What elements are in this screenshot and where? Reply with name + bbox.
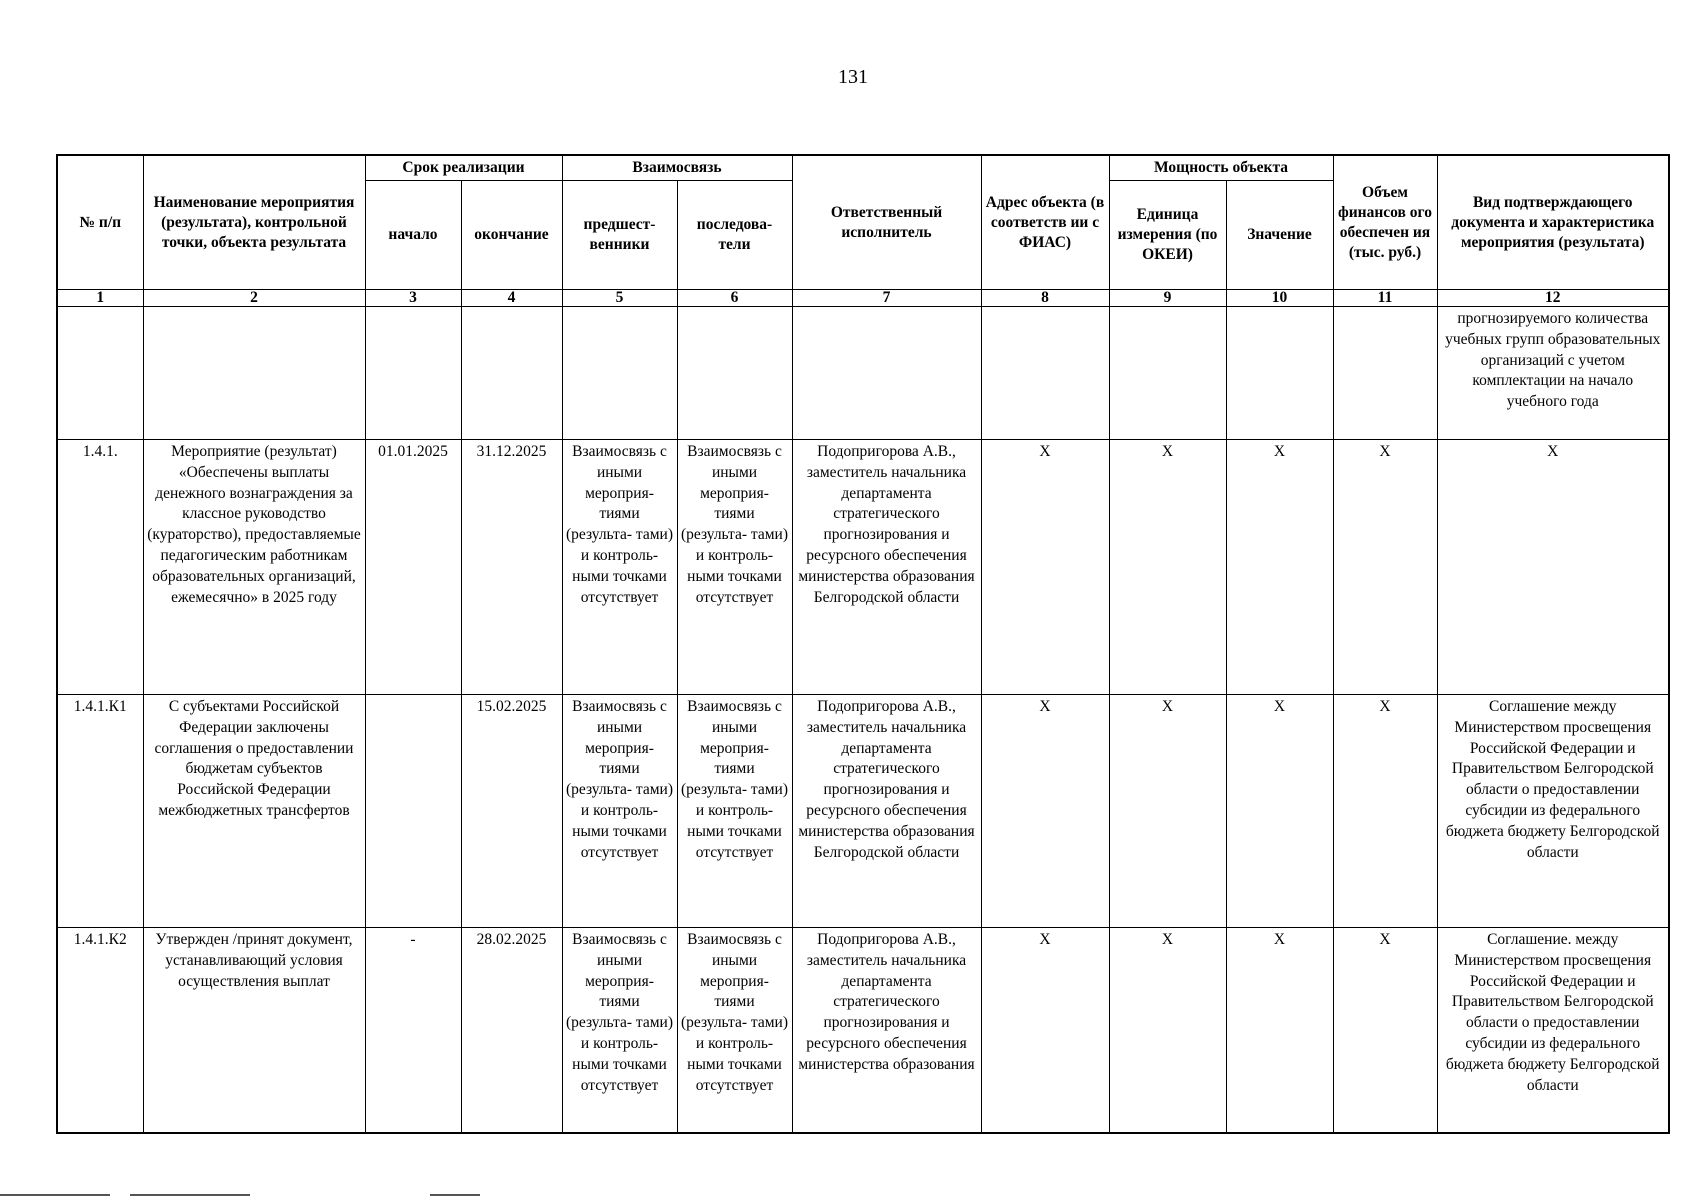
header-row-1 bbox=[57, 155, 1669, 181]
empty-cell bbox=[562, 307, 677, 440]
row-successors: Взаимосвязь с иными мероприя- тиями (результа- тами) и контроль- ными точками отсутствует bbox=[677, 440, 792, 695]
column-numbers-row bbox=[57, 290, 1669, 307]
empty-cell bbox=[1333, 307, 1437, 440]
empty-cell bbox=[792, 307, 981, 440]
row-finance: X bbox=[1333, 695, 1437, 928]
row-document: X bbox=[1437, 440, 1669, 695]
column-number: 3 bbox=[365, 290, 461, 307]
column-number: 1 bbox=[57, 290, 143, 307]
table-row bbox=[57, 928, 1669, 1134]
empty-cell bbox=[143, 307, 365, 440]
header-successors: последова- тели bbox=[677, 181, 792, 290]
row-value: X bbox=[1226, 695, 1333, 928]
row-predecessors: Взаимосвязь с иными мероприя- тиями (результа- тами) и контроль- ными точками отсутствует bbox=[562, 695, 677, 928]
header-document: Вид подтверждающего документа и характеристика мероприятия (результата) bbox=[1437, 155, 1669, 290]
row-responsible: Подопригорова А.В., заместитель начальника департамента стратегического прогнозирования и ресурсного обеспечения министерства образования bbox=[792, 928, 981, 1134]
row-name: С субъектами Российской Федерации заключены соглашения о предоставлении бюджетам субъектов Российской Федерации межбюджетных трансфертов bbox=[143, 695, 365, 928]
header-finance: Объем финансов ого обеспечен ия (тыс. руб.) bbox=[1333, 155, 1437, 290]
column-number: 8 bbox=[981, 290, 1109, 307]
row-address: X bbox=[981, 440, 1109, 695]
scan-edge-mark bbox=[0, 1194, 110, 1196]
column-number: 7 bbox=[792, 290, 981, 307]
row-start: 01.01.2025 bbox=[365, 440, 461, 695]
header-link-group: Взаимосвязь bbox=[562, 155, 792, 181]
row-value: X bbox=[1226, 928, 1333, 1134]
row-responsible: Подопригорова А.В., заместитель начальника департамента стратегического прогнозирования и ресурсного обеспечения министерства образования Белгородской области bbox=[792, 695, 981, 928]
row-end: 15.02.2025 bbox=[461, 695, 562, 928]
header-name: Наименование мероприятия (результата), контрольной точки, объекта результата bbox=[143, 155, 365, 290]
column-number: 10 bbox=[1226, 290, 1333, 307]
header-address: Адрес объекта (в соответств ии с ФИАС) bbox=[981, 155, 1109, 290]
continuation-row bbox=[57, 307, 1669, 440]
row-address: X bbox=[981, 695, 1109, 928]
scan-edge-mark bbox=[430, 1194, 480, 1196]
empty-cell bbox=[57, 307, 143, 440]
header-num: № п/п bbox=[57, 155, 143, 290]
row-finance: X bbox=[1333, 928, 1437, 1134]
empty-cell bbox=[365, 307, 461, 440]
header-responsible: Ответственный исполнитель bbox=[792, 155, 981, 290]
column-number: 9 bbox=[1109, 290, 1226, 307]
row-document: Соглашение между Министерством просвещения Российской Федерации и Правительством Белгородской области о предоставлении субсидии из федерального бюджета бюджету Белгородской области bbox=[1437, 695, 1669, 928]
empty-cell bbox=[981, 307, 1109, 440]
row-end: 28.02.2025 bbox=[461, 928, 562, 1134]
empty-cell bbox=[1226, 307, 1333, 440]
row-start: - bbox=[365, 928, 461, 1134]
column-number: 11 bbox=[1333, 290, 1437, 307]
column-number: 6 bbox=[677, 290, 792, 307]
column-number: 12 bbox=[1437, 290, 1669, 307]
column-number: 2 bbox=[143, 290, 365, 307]
row-value: X bbox=[1226, 440, 1333, 695]
header-unit: Единица измерения (по ОКЕИ) bbox=[1109, 181, 1226, 290]
column-number: 5 bbox=[562, 290, 677, 307]
row-finance: X bbox=[1333, 440, 1437, 695]
row-number: 1.4.1.К1 bbox=[57, 695, 143, 928]
measures-table bbox=[56, 154, 1670, 1134]
empty-cell bbox=[1109, 307, 1226, 440]
empty-cell bbox=[677, 307, 792, 440]
empty-cell bbox=[461, 307, 562, 440]
row-predecessors: Взаимосвязь с иными мероприя- тиями (результа- тами) и контроль- ными точками отсутствует bbox=[562, 928, 677, 1134]
row-number: 1.4.1.К2 bbox=[57, 928, 143, 1134]
header-value: Значение bbox=[1226, 181, 1333, 290]
row-successors: Взаимосвязь с иными мероприя- тиями (результа- тами) и контроль- ными точками отсутствует bbox=[677, 695, 792, 928]
row-responsible: Подопригорова А.В., заместитель начальника департамента стратегического прогнозирования и ресурсного обеспечения министерства образования Белгородской области bbox=[792, 440, 981, 695]
row-predecessors: Взаимосвязь с иными мероприя- тиями (результа- тами) и контроль- ными точками отсутствует bbox=[562, 440, 677, 695]
header-predecessors: предшест- венники bbox=[562, 181, 677, 290]
column-number: 4 bbox=[461, 290, 562, 307]
row-start bbox=[365, 695, 461, 928]
scan-edge-mark bbox=[130, 1194, 250, 1196]
header-start: начало bbox=[365, 181, 461, 290]
row-unit: X bbox=[1109, 928, 1226, 1134]
row-name: Утвержден /принят документ, устанавливающий условия осуществления выплат bbox=[143, 928, 365, 1134]
header-term-group: Срок реализации bbox=[365, 155, 562, 181]
page-number: 131 bbox=[838, 66, 868, 88]
row-end: 31.12.2025 bbox=[461, 440, 562, 695]
table-row bbox=[57, 440, 1669, 695]
row-unit: X bbox=[1109, 695, 1226, 928]
row-number: 1.4.1. bbox=[57, 440, 143, 695]
header-end: окончание bbox=[461, 181, 562, 290]
row-address: X bbox=[981, 928, 1109, 1134]
continuation-document-text: прогнозируемого количества учебных групп образовательных организаций с учетом комплектации на начало учебного года bbox=[1437, 307, 1669, 440]
row-document: Соглашение. между Министерством просвещения Российской Федерации и Правительством Белгородской области о предоставлении субсидии из федерального бюджета бюджету Белгородской области bbox=[1437, 928, 1669, 1134]
row-successors: Взаимосвязь с иными мероприя- тиями (результа- тами) и контроль- ными точками отсутствует bbox=[677, 928, 792, 1134]
table-row bbox=[57, 695, 1669, 928]
row-unit: X bbox=[1109, 440, 1226, 695]
header-capacity-group: Мощность объекта bbox=[1109, 155, 1333, 181]
row-name: Мероприятие (результат) «Обеспечены выплаты денежного вознаграждения за классное руководство (кураторство), предоставляемые педагогическим работникам образовательных организаций, ежемесячно» в 2025 году bbox=[143, 440, 365, 695]
